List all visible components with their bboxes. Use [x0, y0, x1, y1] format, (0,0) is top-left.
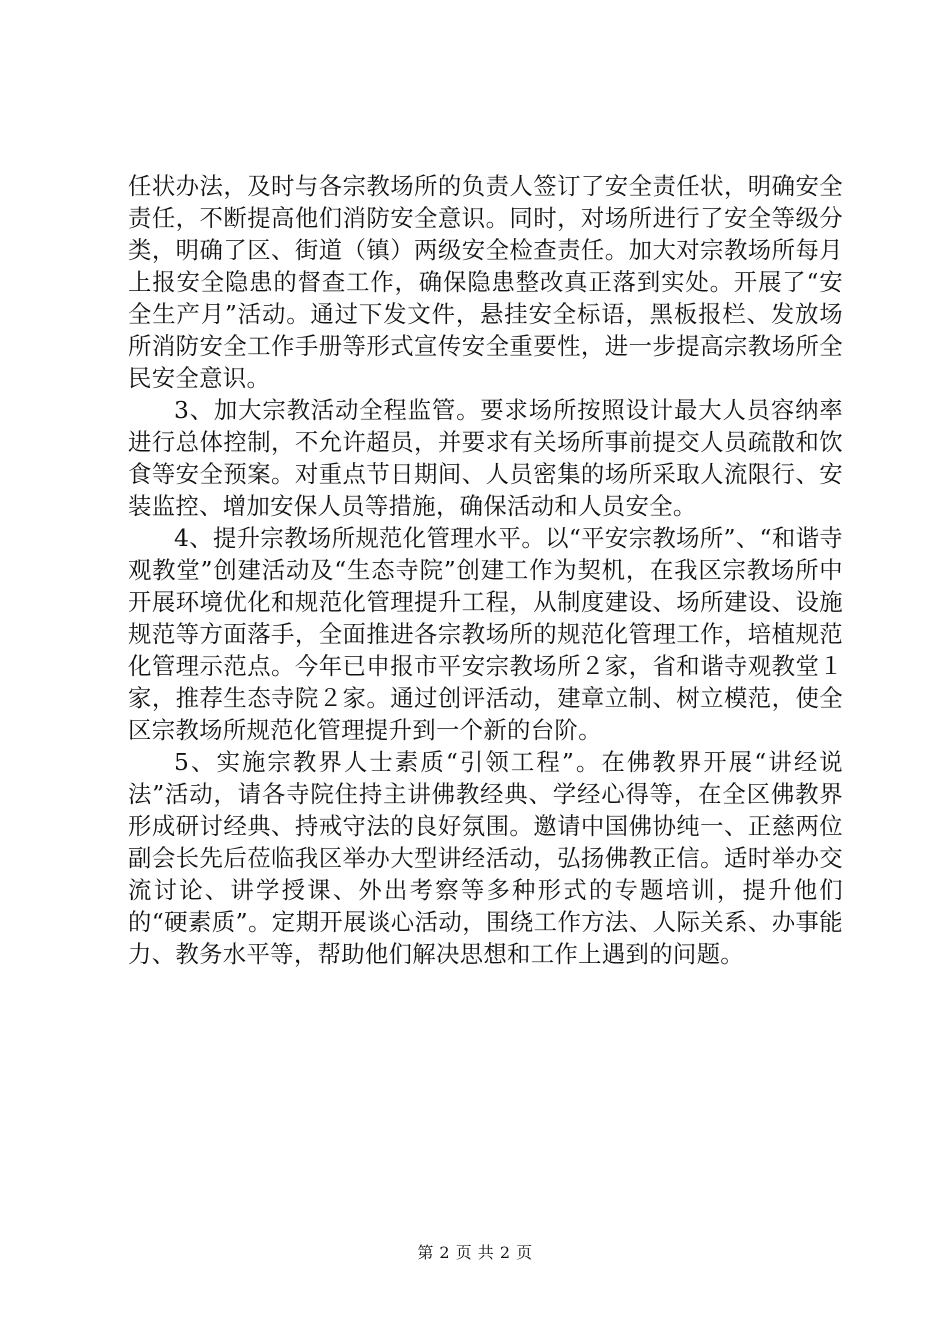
page-number-footer: 第 2 页 共 2 页 [417, 1243, 533, 1262]
paragraph-item-4: 4、提升宗教场所规范化管理水平。以“平安宗教场所”、“和谐寺观教堂”创建活动及“生态寺院”创建工作为契机，在我区宗教场所中开展环境优化和规范化管理提升工程，从制度建设、场所建设、设施规范等方面落手，全面推进各宗教场所的规范化管理工作，培植规范化管理示范点。今年已申报市平安宗教场所２家，省和谐寺观教堂１家，推荐生态寺院２家。通过创评活动，建章立制、树立模范，使全区宗教场所规范化管理提升到一个新的台阶。 [128, 524, 843, 744]
paragraph-continuation: 任状办法，及时与各宗教场所的负责人签订了安全责任状，明确安全责任，不断提高他们消防安全意识。同时，对场所进行了安全等级分类，明确了区、街道（镇）两级安全检查责任。加大对宗教场所每月上报安全隐患的督查工作，确保隐患整改真正落到实处。开展了“安全生产月”活动。通过下发文件，悬挂安全标语，黑板报栏、发放场所消防安全工作手册等形式宣传安全重要性，进一步提高宗教场所全民安全意识。 [128, 172, 843, 392]
paragraph-item-3: 3、加大宗教活动全程监管。要求场所按照设计最大人员容纳率进行总体控制，不允许超员，并要求有关场所事前提交人员疏散和饮食等安全预案。对重点节日期间、人员密集的场所采取人流限行、安装监控、增加安保人员等措施，确保活动和人员安全。 [128, 396, 843, 520]
document-body [128, 170, 843, 970]
paragraph-item-5: 5、实施宗教界人士素质“引领工程”。在佛教界开展“讲经说法”活动，请各寺院住持主讲佛教经典、学经心得等，在全区佛教界形成研讨经典、持戒守法的良好氛围。邀请中国佛协纯一、正慈两位副会长先后莅临我区举办大型讲经活动，弘扬佛教正信。适时举办交流讨论、讲学授课、外出考察等多种形式的专题培训，提升他们的“硬素质”。定期开展谈心活动，围绕工作方法、人际关系、办事能力、教务水平等，帮助他们解决思想和工作上遇到的问题。 [128, 748, 843, 968]
